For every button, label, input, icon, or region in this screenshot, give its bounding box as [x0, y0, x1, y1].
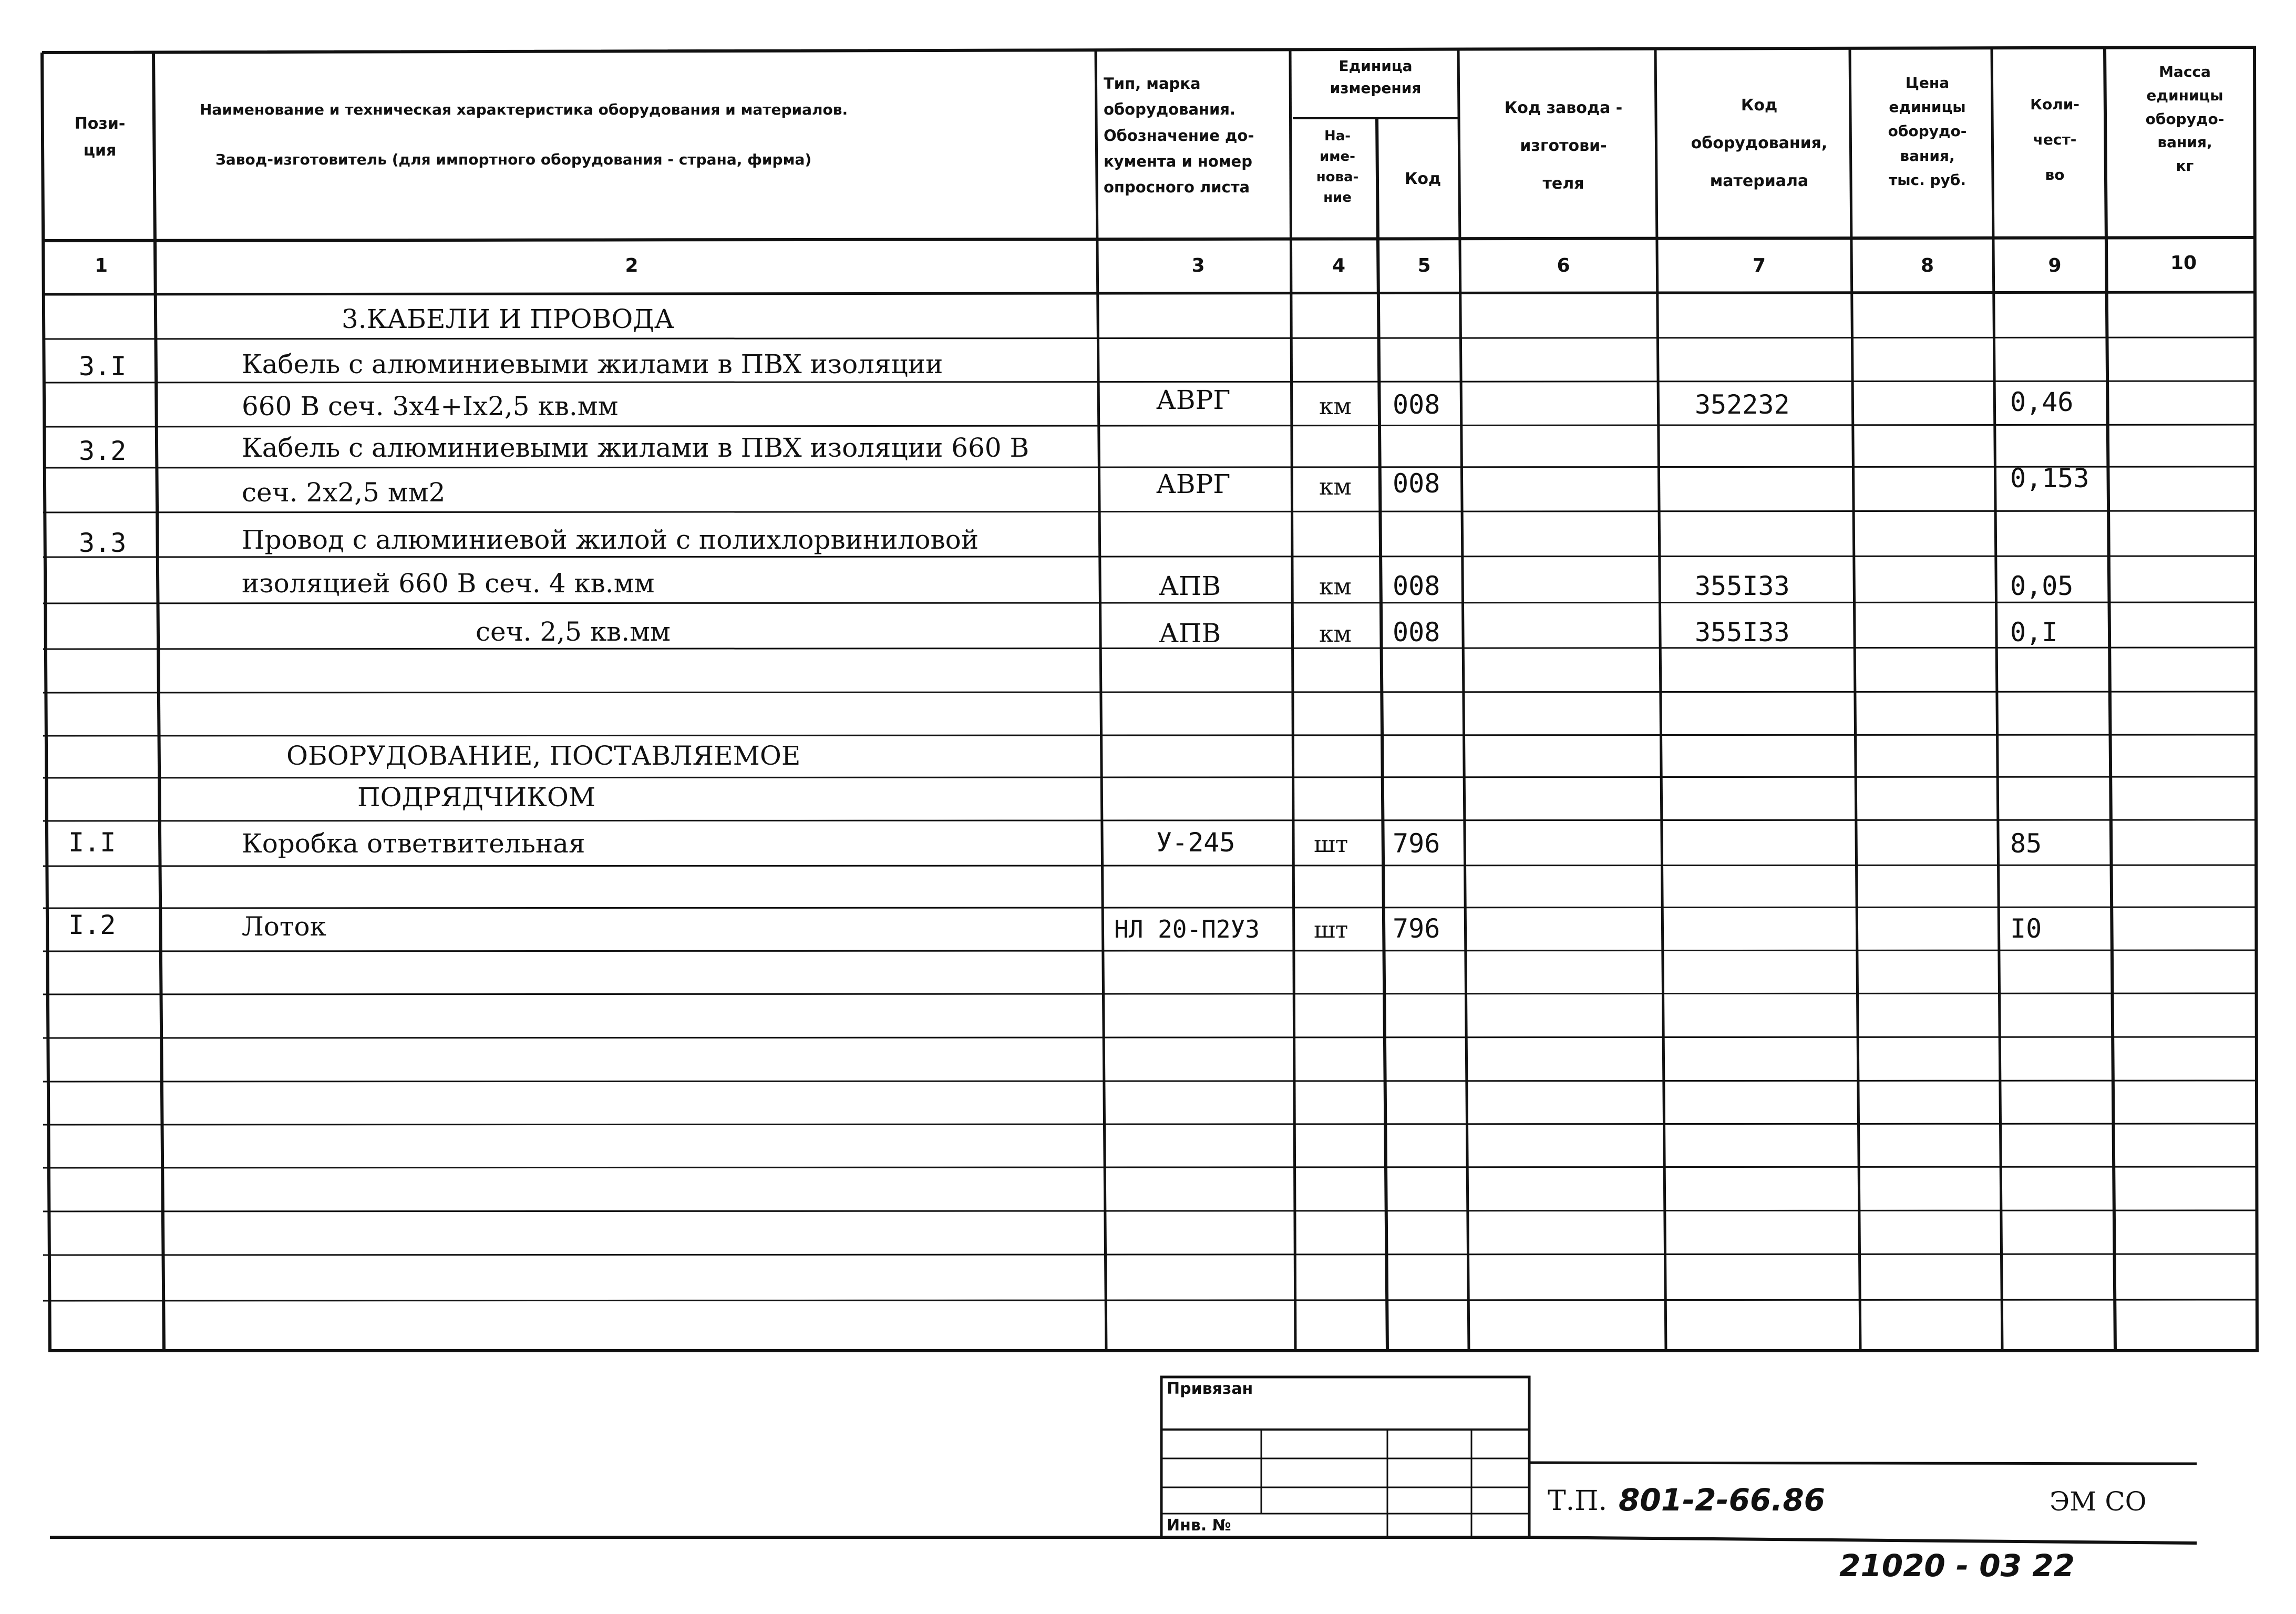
- header-price: Цена единицы оборудо- вания, тыс. руб.: [1888, 74, 1967, 189]
- project-prefix: Т.П.: [1548, 1485, 1608, 1517]
- row-material-code: 355I33: [1695, 571, 1790, 601]
- row-material-code: 352232: [1695, 389, 1790, 420]
- header-unit-code: Код: [1404, 170, 1442, 188]
- header-quantity: Коли- чест- во: [2030, 96, 2079, 184]
- section-heading-contractor-cont: ПОДРЯДЧИКОМ: [357, 782, 596, 813]
- column-number-8: 8: [1920, 255, 1934, 276]
- column-number-10: 10: [2170, 252, 2197, 274]
- row-quantity: 0,46: [2010, 387, 2074, 417]
- row-unit: шт: [1314, 831, 1348, 858]
- row-unit-code: 008: [1393, 571, 1440, 601]
- row-type: АВРГ: [1156, 469, 1231, 499]
- sheet-code: ЭМ СО: [2050, 1486, 2147, 1517]
- archive-number: 21020 - 03 22: [1839, 1548, 2075, 1584]
- row-name: сеч. 2х2,5 мм2: [242, 477, 446, 508]
- header-mass: Масса единицы оборудо- вания, кг: [2145, 63, 2225, 175]
- column-number-2: 2: [625, 255, 639, 276]
- row-unit: км: [1319, 393, 1352, 420]
- header-name-line2: Завод-изготовитель (для импортного оборудования - страна, фирма): [215, 151, 812, 168]
- row-name: Кабель с алюминиевыми жилами в ПВХ изоляции: [242, 349, 943, 379]
- section-heading-cables: 3.КАБЕЛИ И ПРОВОДА: [342, 304, 674, 334]
- row-quantity: 0,153: [2010, 463, 2089, 494]
- row-unit-code: 008: [1393, 468, 1440, 499]
- stamp-inventory-label: Инв. №: [1167, 1516, 1231, 1535]
- header-unit-name: На- име- нова- ние: [1316, 128, 1359, 205]
- row-unit: шт: [1314, 917, 1348, 943]
- header-unit-group: Единица измерения: [1330, 57, 1422, 97]
- row-position: 3.2: [79, 436, 127, 466]
- column-number-9: 9: [2048, 255, 2062, 276]
- row-name: Кабель с алюминиевыми жилами в ПВХ изоляции 660 В: [242, 433, 1029, 463]
- row-unit: км: [1319, 474, 1352, 500]
- row-unit-code: 796: [1393, 913, 1440, 944]
- row-unit: км: [1319, 621, 1352, 647]
- row-quantity: 85: [2010, 828, 2042, 859]
- row-name: Провод с алюминиевой жилой с полихлорвиниловой: [242, 525, 979, 555]
- header-position: Пози- ция: [74, 115, 126, 160]
- header-plant-code: Код завода - изготови- теля: [1504, 99, 1623, 193]
- header-type: Тип, марка оборудования. Обозначение до- кумента и номер опросного листа: [1104, 75, 1254, 197]
- column-number-5: 5: [1417, 255, 1431, 276]
- row-position: I.2: [68, 910, 116, 940]
- row-name: изоляцией 660 В сеч. 4 кв.мм: [242, 568, 655, 599]
- row-unit: км: [1319, 573, 1352, 600]
- header-material-code: Код оборудования, материала: [1691, 96, 1828, 190]
- row-quantity: I0: [2010, 913, 2042, 944]
- row-material-code: 355I33: [1695, 617, 1790, 647]
- row-unit-code: 008: [1393, 389, 1440, 420]
- row-type: АВРГ: [1156, 385, 1231, 415]
- row-type: АПВ: [1159, 618, 1221, 649]
- row-quantity: 0,I: [2010, 617, 2058, 647]
- row-type: АПВ: [1159, 571, 1221, 601]
- column-number-4: 4: [1332, 255, 1346, 276]
- section-heading-contractor: ОБОРУДОВАНИЕ, ПОСТАВЛЯЕМОЕ: [286, 741, 801, 771]
- row-quantity: 0,05: [2010, 571, 2074, 601]
- stamp-bound-label: Привязан: [1167, 1380, 1253, 1398]
- row-position: I.I: [68, 827, 116, 858]
- column-number-1: 1: [94, 255, 108, 276]
- row-position: 3.3: [79, 528, 127, 558]
- header-name-line1: Наименование и техническая характеристика оборудования и материалов.: [200, 101, 848, 118]
- row-name: сеч. 2,5 кв.мм: [476, 616, 671, 647]
- row-type: НЛ 20-П2У3: [1114, 915, 1260, 943]
- row-unit-code: 008: [1393, 617, 1440, 647]
- column-number-7: 7: [1752, 255, 1766, 276]
- project-number: 801-2-66.86: [1619, 1482, 1826, 1518]
- column-number-3: 3: [1191, 255, 1205, 276]
- row-unit-code: 796: [1393, 828, 1440, 859]
- row-name: 660 В сеч. 3х4+Iх2,5 кв.мм: [242, 391, 619, 422]
- row-position: 3.I: [79, 351, 127, 382]
- row-type: У-245: [1156, 827, 1235, 858]
- column-number-6: 6: [1557, 255, 1570, 276]
- row-name: Лоток: [242, 911, 326, 942]
- row-name: Коробка ответвительная: [242, 828, 585, 859]
